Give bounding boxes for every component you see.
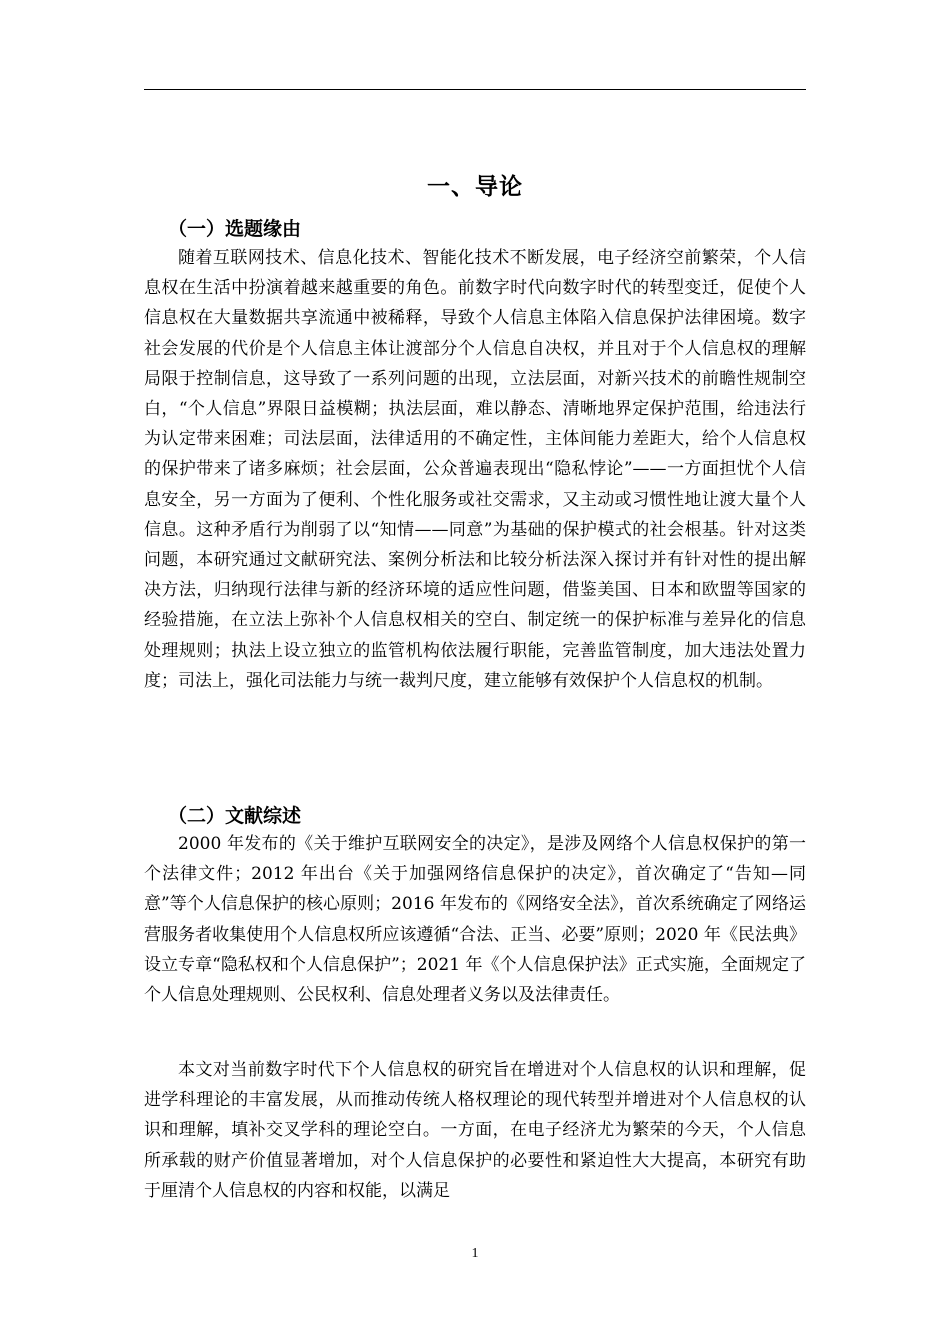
chapter-title: 一、导论 <box>427 174 523 200</box>
section-heading-1: （一）选题缘由 <box>168 218 302 240</box>
paragraph-2-2: 本文对当前数字时代下个人信息权的研究旨在增进对个人信息权的认识和理解，促进学科理论的丰富发展，从而推动传统人格权理论的现代转型并增进对个人信息权的认识和理解，填补交叉学科的理论空白。一方面，在电子经济尤为繁荣的今天，个人信息所承载的财产价值显著增加，对个人信息保护的必要性和紧迫性大大提高，本研究有助于厘清个人信息权的内容和权能，以满足 <box>144 1060 806 1201</box>
section-heading-2: （二）文献综述 <box>168 805 302 827</box>
paragraph-2-1: 2000 年发布的《关于维护互联网安全的决定》，是涉及网络个人信息权保护的第一个法律文件；2012 年出台《关于加强网络信息保护的决定》，首次确定了“告知—同意”等个人信息保护的核心原则；2016 年发布的《网络安全法》，首次系统确定了网络运营服务者收集使用个人信息权所应该遵循“合法、正当、必要”原则；2020 年《民法典》设立专章“隐私权和个人信息保护”；2021 年《个人信息保护法》正式实施，全面规定了个人信息处理规则、公民权利、信息处理者义务以及法律责任。 <box>144 834 806 1006</box>
paragraph-1-1: 随着互联网技术、信息化技术、智能化技术不断发展，电子经济空前繁荣，个人信息权在生活中扮演着越来越重要的角色。前数字时代向数字时代的转型变迁，促使个人信息权在大量数据共享流通中被稀释，导致个人信息主体陷入信息保护法律困境。数字社会发展的代价是个人信息主体让渡部分个人信息自决权，并且对于个人信息权的理解局限于控制信息，这导致了一系列问题的出现，立法层面，对新兴技术的前瞻性规制空白，“个人信息”界限日益模糊；执法层面，难以静态、清晰地界定保护范围，给违法行为认定带来困难；司法层面，法律适用的不确定性，主体间能力差距大，给个人信息权的保护带来了诸多麻烦；社会层面，公众普遍表现出“隐私悖论”——一方面担忧个人信息安全，另一方面为了便利、个性化服务或社交需求，又主动或习惯性地让渡大量个人信息。这种矛盾行为削弱了以“知情——同意”为基础的保护模式的社会根基。针对这类问题，本研究通过文献研究法、案例分析法和比较分析法深入探讨并有针对性的提出解决方法，归纳现行法律与新的经济环境的适应性问题，借鉴美国、日本和欧盟等国家的经验措施，在立法上弥补个人信息权相关的空白、制定统一的保护标准与差异化的信息处理规则；执法上设立独立的监管机构依法履行职能，完善监管制度，加大违法处置力度；司法上，强化司法能力与统一裁判尺度，建立能够有效保护个人信息权的机制。 <box>144 248 806 691</box>
header-rule <box>144 89 806 90</box>
page-number: 1 <box>471 1246 479 1261</box>
